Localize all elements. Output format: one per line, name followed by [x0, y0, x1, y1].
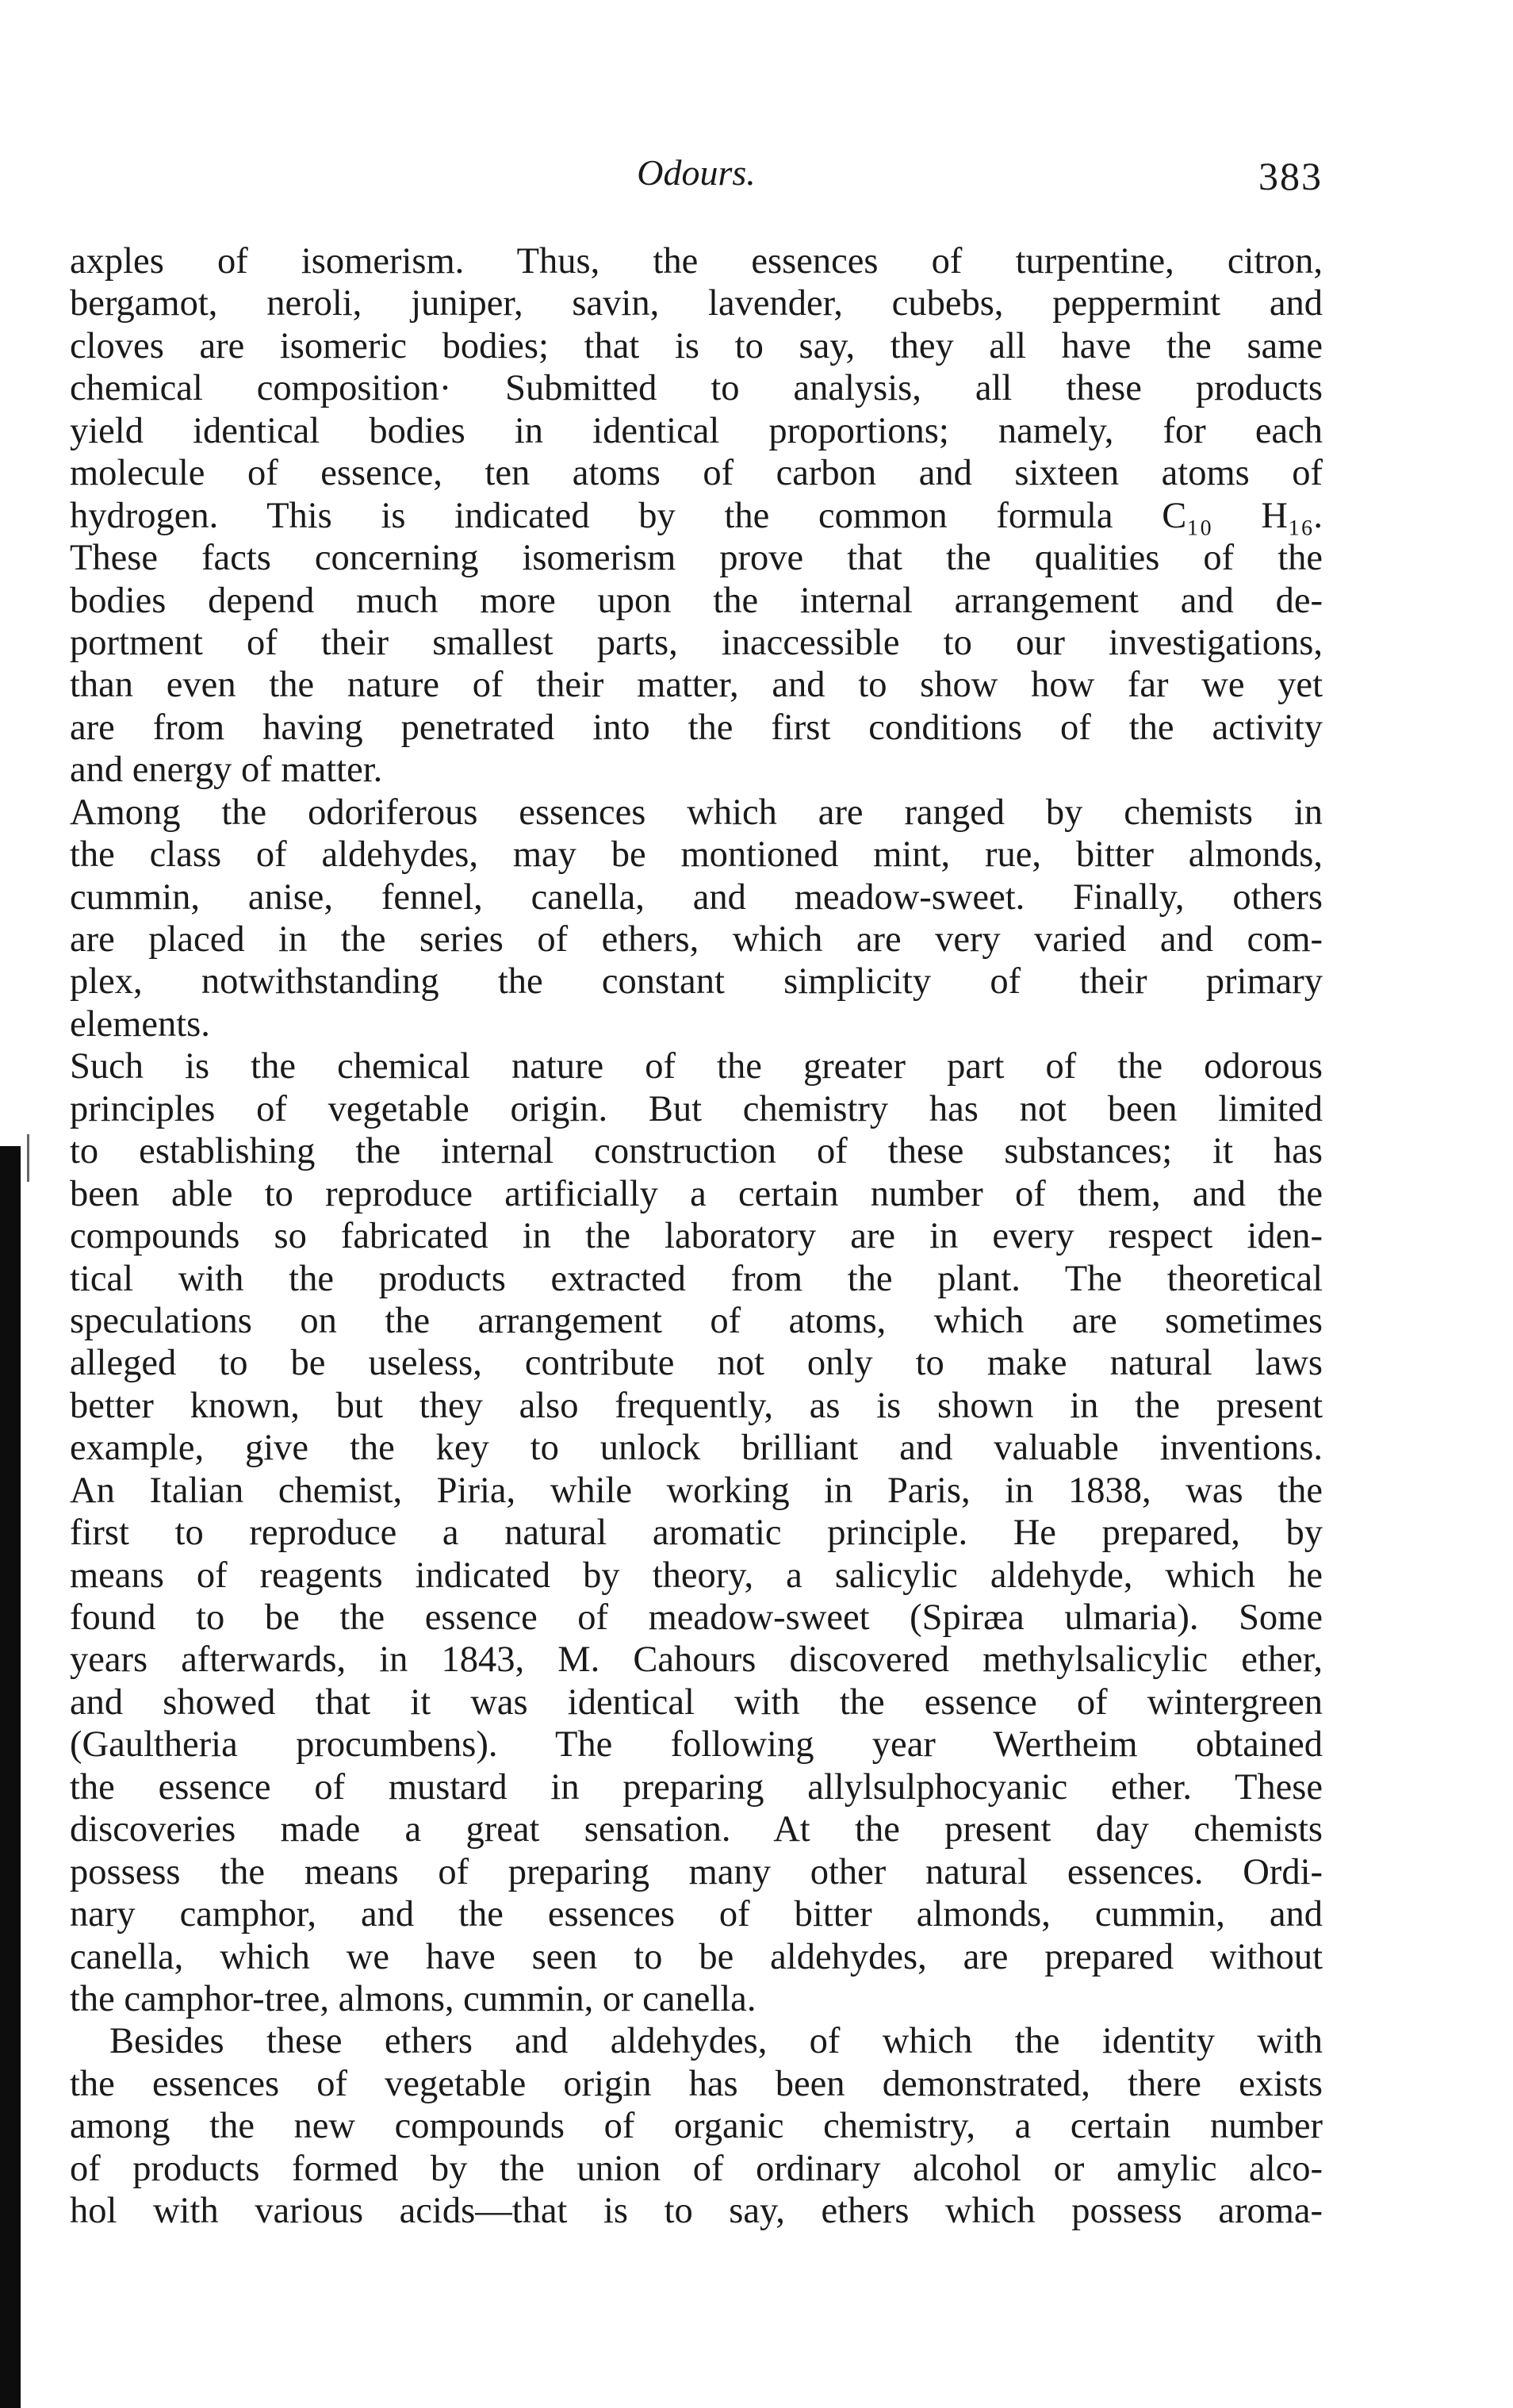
text-line: canella, which we have seen to be aldehydes, are prepared without [70, 1936, 1323, 1977]
text-line: example, give the key to unlock brilliant and valuable inventions. [70, 1428, 1323, 1469]
text-line: and energy of matter. [70, 750, 383, 791]
text-line: the class of aldehydes, may be montioned mint, rue, bitter almonds, [70, 834, 1323, 876]
binding-edge [0, 1146, 21, 2408]
body-text [70, 240, 1323, 2233]
text-line: An Italian chemist, Piria, while working in Paris, in 1838, was the [70, 1470, 1323, 1511]
text-line: hydrogen. This is indicated by the common formula C₁₀ H₁₆. [70, 495, 1323, 536]
text-line: These facts concerning isomerism prove that the qualities of the [70, 538, 1323, 579]
text-line: the essences of vegetable origin has been demonstrated, there exists [70, 2063, 1323, 2104]
text-line: axples of isomerism. Thus, the essences of turpentine, citron, [70, 241, 1323, 282]
text-line: to establishing the internal construction of these substances; it has [70, 1131, 1323, 1172]
text-line: better known, but they also frequently, as is shown in the present [70, 1385, 1323, 1426]
text-line: bodies depend much more upon the internal arrangement and de- [70, 580, 1323, 621]
text-line: the essence of mustard in preparing allylsulphocyanic ether. These [70, 1766, 1323, 1808]
text-line: the camphor-tree, almons, cummin, or canella. [70, 1978, 756, 2019]
text-line: speculations on the arrangement of atoms, which are sometimes [70, 1300, 1323, 1341]
text-line: are from having penetrated into the first conditions of the activity [70, 707, 1323, 748]
text-line: Among the odoriferous essences which are ranged by chemists in [70, 792, 1323, 833]
page-number: 383 [1258, 154, 1323, 198]
text-line: portment of their smallest parts, inaccessible to our investigations, [70, 622, 1323, 663]
text-line: alleged to be useless, contribute not only to make natural laws [70, 1343, 1323, 1384]
text-line: chemical composition· Submitted to analysis, all these products [70, 368, 1323, 409]
text-line: yield identical bodies in identical proportions; namely, for each [70, 410, 1323, 451]
text-line: Besides these ethers and aldehydes, of which the identity with [109, 2021, 1323, 2062]
text-line: and showed that it was identical with the essence of wintergreen [70, 1681, 1323, 1723]
text-line: elements. [70, 1003, 210, 1045]
text-line: tical with the products extracted from the plant. The theoretical [70, 1258, 1323, 1299]
text-line: plex, notwithstanding the constant simplicity of their primary [70, 961, 1323, 1003]
text-line: nary camphor, and the essences of bitter almonds, cummin, and [70, 1894, 1323, 1935]
text-line: cummin, anise, fennel, canella, and meadow-sweet. Finally, others [70, 876, 1323, 918]
text-line: are placed in the series of ethers, which are very varied and com- [70, 919, 1323, 960]
text-line: principles of vegetable origin. But chemistry has not been limited [70, 1088, 1323, 1129]
text-line: possess the means of preparing many other natural essences. Ordi- [70, 1851, 1323, 1892]
text-line: first to reproduce a natural aromatic principle. He prepared, by [70, 1513, 1323, 1554]
text-line: means of reagents indicated by theory, a salicylic aldehyde, which he [70, 1555, 1323, 1596]
binding-mark [27, 1134, 29, 1182]
text-line: found to be the essence of meadow-sweet (Spiræa ulmaria). Some [70, 1597, 1323, 1638]
text-line: Such is the chemical nature of the greater part of the odorous [70, 1046, 1323, 1087]
text-line: been able to reproduce artificially a certain number of them, and the [70, 1173, 1323, 1214]
text-line: than even the nature of their matter, and to show how far we yet [70, 665, 1323, 706]
text-line: cloves are isomeric bodies; that is to say, they all have the same [70, 325, 1323, 366]
page-header [70, 149, 1323, 197]
text-line: compounds so fabricated in the laboratory are in every respect iden- [70, 1216, 1323, 1257]
text-line: years afterwards, in 1843, M. Cahours discovered methylsalicylic ether, [70, 1639, 1323, 1681]
text-line: among the new compounds of organic chemistry, a certain number [70, 2106, 1323, 2147]
text-line: of products formed by the union of ordinary alcohol or amylic alco- [70, 2148, 1323, 2189]
text-line: discoveries made a great sensation. At the present day chemists [70, 1809, 1323, 1850]
text-line: bergamot, neroli, juniper, savin, lavender, cubebs, peppermint and [70, 283, 1323, 324]
running-title: Odours. [637, 152, 756, 193]
text-line: (Gaultheria procumbens). The following year Wertheim obtained [70, 1724, 1323, 1766]
text-line: molecule of essence, ten atoms of carbon and sixteen atoms of [70, 453, 1323, 494]
text-line: hol with various acids—that is to say, ethers which possess aroma- [70, 2191, 1323, 2232]
